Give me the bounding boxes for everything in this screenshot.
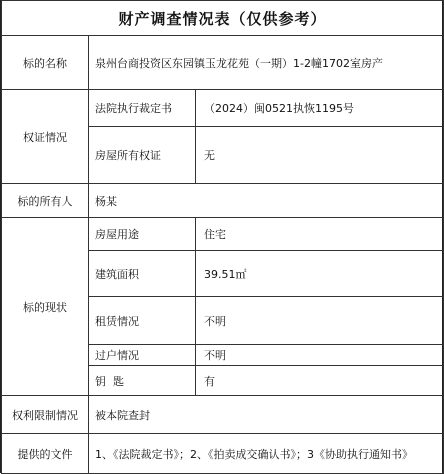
status-label: 标的现状: [2, 218, 89, 396]
documents-value: 1、《法院裁定书》；2、《拍卖成交确认书》；3《协助执行通知书》: [89, 434, 444, 474]
subject-name-label: 标的名称: [2, 36, 89, 90]
restriction-value: 被本院查封: [89, 396, 444, 434]
table-title: 财产调查情况表（仅供参考）: [2, 1, 444, 36]
key-label: 钥 匙: [89, 366, 196, 396]
rights-row-1: [2, 90, 444, 127]
area-value: 39.51㎡: [196, 251, 444, 297]
ownership-cert-label: 房屋所有权证: [89, 127, 196, 184]
lease-label: 租赁情况: [89, 297, 196, 345]
subject-name-value: 泉州台商投资区东园镇玉龙花苑（一期）1-2幢1702室房产: [89, 36, 444, 90]
key-value: 有: [196, 366, 444, 396]
usage-value: 住宅: [196, 218, 444, 251]
subject-name-row: [2, 36, 444, 90]
property-survey-table: [1, 0, 444, 474]
court-ruling-value: （2024）闽0521执恢1195号: [196, 90, 444, 127]
ownership-cert-value: 无: [196, 127, 444, 184]
restriction-row: [2, 396, 444, 434]
title-row: [2, 1, 444, 36]
transfer-label: 过户情况: [89, 345, 196, 366]
documents-row: [2, 434, 444, 474]
rights-label: 权证情况: [2, 90, 89, 184]
owner-value: 杨某: [89, 184, 444, 218]
transfer-value: 不明: [196, 345, 444, 366]
usage-label: 房屋用途: [89, 218, 196, 251]
area-label: 建筑面积: [89, 251, 196, 297]
owner-row: [2, 184, 444, 218]
documents-label: 提供的文件: [2, 434, 89, 474]
court-ruling-label: 法院执行裁定书: [89, 90, 196, 127]
owner-label: 标的所有人: [2, 184, 89, 218]
restriction-label: 权利限制情况: [2, 396, 89, 434]
status-row-1: [2, 218, 444, 251]
lease-value: 不明: [196, 297, 444, 345]
